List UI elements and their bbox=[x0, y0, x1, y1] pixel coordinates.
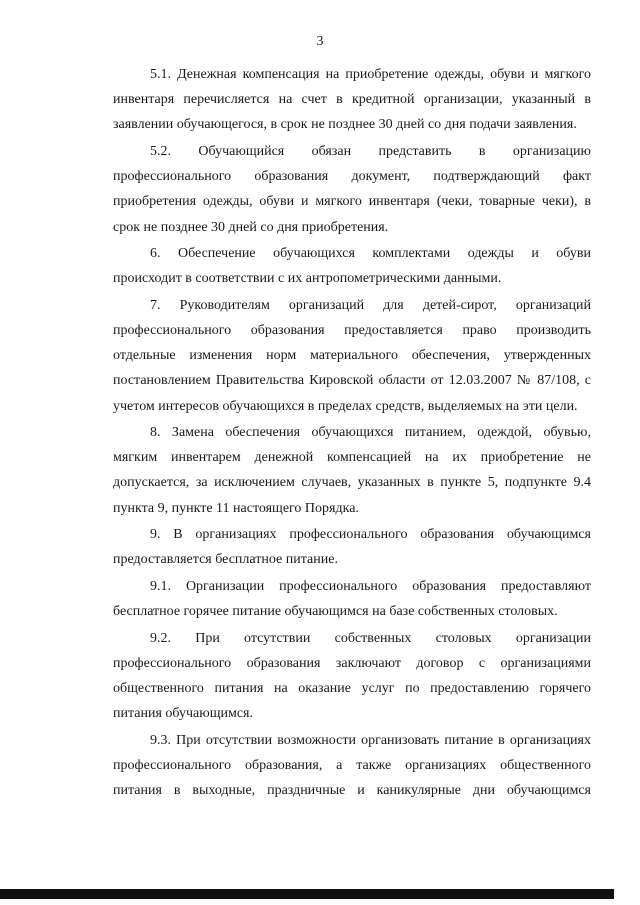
text-line: питания в выходные, праздничные и каникулярные дни обучающимся bbox=[113, 783, 591, 799]
text-line: общественного питания на оказание услуг по предоставлению горячего bbox=[113, 680, 591, 696]
paragraph-5-2 bbox=[113, 139, 591, 240]
text-line: профессионального образования предоставляется право производить bbox=[113, 322, 591, 338]
text-line: 6. Обеспечение обучающихся комплектами одежды и обуви bbox=[150, 246, 591, 262]
scan-bottom-edge-bar bbox=[0, 889, 614, 899]
text-line: срок не позднее 30 дней со дня приобретения. bbox=[113, 219, 389, 235]
document-body bbox=[113, 62, 591, 805]
text-line: 8. Замена обеспечения обучающихся питанием, одеждой, обувью, bbox=[150, 425, 591, 441]
text-line: инвентаря перечисляется на счет в кредитной организации, указанный в bbox=[113, 92, 591, 108]
paragraph-9-2 bbox=[113, 626, 591, 727]
text-line: бесплатное горячее питание обучающимся на базе собственных столовых. bbox=[113, 604, 558, 620]
paragraph-9-3 bbox=[113, 728, 591, 804]
text-line: 5.1. Денежная компенсация на приобретение одежды, обуви и мягкого bbox=[150, 67, 591, 82]
text-line: пункта 9, пункте 11 настоящего Порядка. bbox=[113, 500, 359, 516]
text-line: происходит в соответствии с их антропометрическими данными. bbox=[113, 271, 502, 287]
text-line: 9.3. При отсутствии возможности организовать питание в организациях bbox=[150, 732, 591, 748]
text-line: учетом интересов обучающихся в пределах средств, выделяемых на эти цели. bbox=[113, 398, 578, 414]
text-line: 9. В организациях профессионального образования обучающимся bbox=[150, 527, 591, 543]
text-line: допускается, за исключением случаев, указанных в пункте 5, подпункте 9.4 bbox=[113, 475, 591, 491]
text-line: заявлении обучающегося, в срок не позднее 30 дней со дня подачи заявления. bbox=[113, 117, 577, 133]
text-line: 9.1. Организации профессионального образования предоставляют bbox=[150, 578, 591, 594]
text-line: 9.2. При отсутствии собственных столовых организации bbox=[150, 630, 591, 646]
text-line: отдельные изменения норм материального обеспечения, утвержденных bbox=[113, 348, 591, 364]
text-line: профессионального образования, а также организациях общественного bbox=[113, 757, 591, 773]
paragraph-6 bbox=[113, 241, 591, 291]
text-line: постановлением Правительства Кировской области от 12.03.2007 № 87/108, с bbox=[113, 373, 591, 389]
page-number: 3 bbox=[316, 34, 324, 49]
text-line: профессионального образования документ, подтверждающий факт bbox=[113, 169, 591, 185]
text-line: приобретения одежды, обуви и мягкого инвентаря (чеки, товарные чеки), в bbox=[113, 194, 591, 210]
text-line: профессионального образования заключают договор с организациями bbox=[113, 655, 591, 671]
text-line: мягким инвентарем денежной компенсацией на их приобретение не bbox=[113, 450, 591, 466]
text-line: 5.2. Обучающийся обязан представить в организацию bbox=[150, 143, 591, 159]
text-line: 7. Руководителям организаций для детей-сирот, организаций bbox=[150, 297, 591, 313]
paragraph-7 bbox=[113, 293, 591, 419]
paragraph-9 bbox=[113, 522, 591, 572]
text-line: питания обучающимся. bbox=[113, 706, 253, 722]
text-line: предоставляется бесплатное питание. bbox=[113, 552, 338, 568]
paragraph-9-1 bbox=[113, 574, 591, 624]
paragraph-8 bbox=[113, 420, 591, 521]
paragraph-5-1 bbox=[113, 62, 591, 138]
